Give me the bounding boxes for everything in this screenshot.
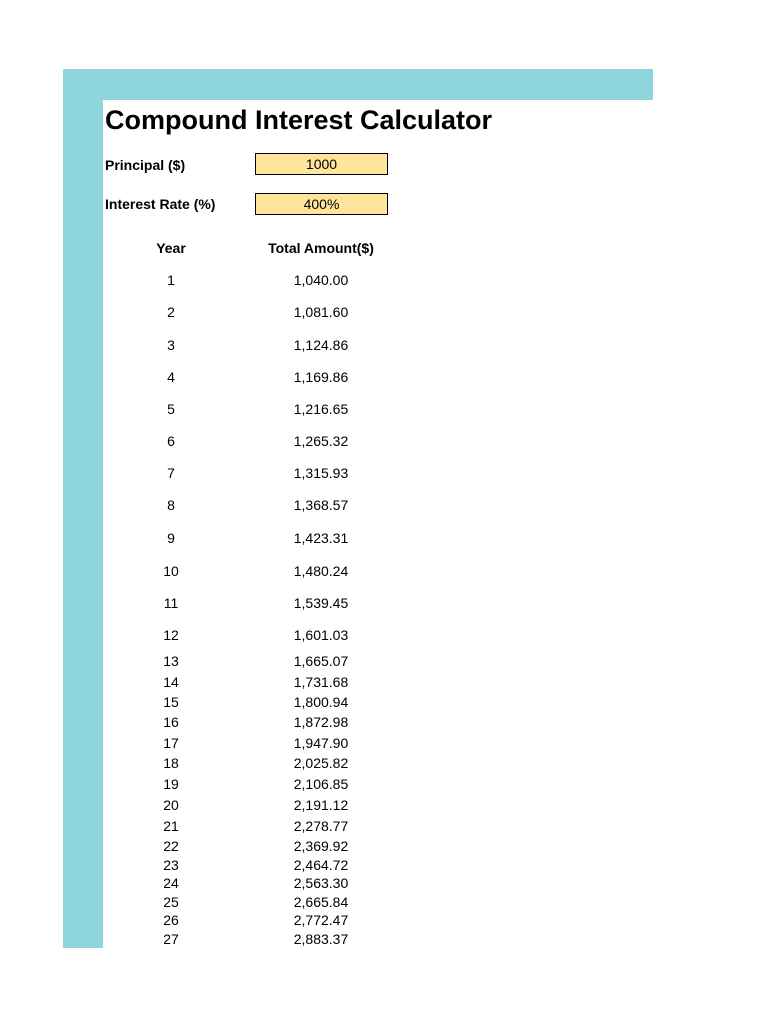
- year-cell: 13: [163, 653, 179, 669]
- year-column-header: Year: [156, 240, 186, 256]
- year-cell: 9: [167, 530, 175, 546]
- year-cell: 26: [163, 912, 179, 928]
- year-cell: 3: [167, 337, 175, 353]
- year-cell: 25: [163, 894, 179, 910]
- interest-rate-input[interactable]: 400%: [255, 193, 388, 215]
- principal-input[interactable]: 1000: [255, 153, 388, 175]
- amount-cell: 1,731.68: [293, 674, 349, 690]
- amount-cell: 1,040.00: [293, 272, 349, 288]
- year-cell: 4: [167, 369, 175, 385]
- year-cell: 23: [163, 857, 179, 873]
- amount-cell: 2,369.92: [293, 838, 349, 854]
- amount-cell: 1,124.86: [293, 337, 349, 353]
- year-cell: 19: [163, 776, 179, 792]
- amount-cell: 2,883.37: [293, 931, 349, 947]
- amount-cell: 2,464.72: [293, 857, 349, 873]
- year-cell: 12: [163, 627, 179, 643]
- amount-cell: 2,772.47: [293, 912, 349, 928]
- page-title: Compound Interest Calculator: [105, 105, 493, 135]
- year-cell: 11: [163, 595, 179, 611]
- year-cell: 22: [163, 838, 179, 854]
- amount-cell: 1,872.98: [293, 714, 349, 730]
- year-cell: 27: [163, 931, 179, 947]
- year-cell: 16: [163, 714, 179, 730]
- principal-label: Principal ($): [105, 157, 186, 173]
- amount-cell: 2,563.30: [293, 875, 349, 891]
- year-cell: 5: [167, 401, 175, 417]
- amount-cell: 2,025.82: [293, 755, 349, 771]
- amount-cell: 1,539.45: [293, 595, 349, 611]
- amount-cell: 1,601.03: [293, 627, 349, 643]
- amount-cell: 2,665.84: [293, 894, 349, 910]
- amount-cell: 1,947.90: [293, 735, 349, 751]
- amount-cell: 1,480.24: [293, 563, 349, 579]
- amount-cell: 1,423.31: [293, 530, 349, 546]
- amount-cell: 1,081.60: [293, 304, 349, 320]
- year-cell: 10: [163, 563, 179, 579]
- header-accent-band: [63, 69, 653, 100]
- interest-rate-label: Interest Rate (%): [105, 196, 216, 212]
- year-cell: 1: [167, 272, 175, 288]
- amount-cell: 2,191.12: [293, 797, 349, 813]
- amount-cell: 1,265.32: [293, 433, 349, 449]
- amount-cell: 1,169.86: [293, 369, 349, 385]
- year-cell: 7: [167, 465, 175, 481]
- amount-cell: 1,800.94: [293, 694, 349, 710]
- year-cell: 14: [163, 674, 179, 690]
- amount-cell: 1,665.07: [293, 653, 349, 669]
- year-cell: 17: [163, 735, 179, 751]
- year-cell: 20: [163, 797, 179, 813]
- year-cell: 8: [167, 497, 175, 513]
- year-cell: 21: [163, 818, 179, 834]
- amount-cell: 2,278.77: [293, 818, 349, 834]
- amount-cell: 1,216.65: [293, 401, 349, 417]
- amount-cell: 1,315.93: [293, 465, 349, 481]
- amount-cell: 2,106.85: [293, 776, 349, 792]
- year-cell: 6: [167, 433, 175, 449]
- year-cell: 15: [163, 694, 179, 710]
- year-cell: 24: [163, 875, 179, 891]
- year-cell: 2: [167, 304, 175, 320]
- left-accent-band: [63, 69, 103, 948]
- amount-cell: 1,368.57: [293, 497, 349, 513]
- year-cell: 18: [163, 755, 179, 771]
- amount-column-header: Total Amount($): [268, 240, 374, 256]
